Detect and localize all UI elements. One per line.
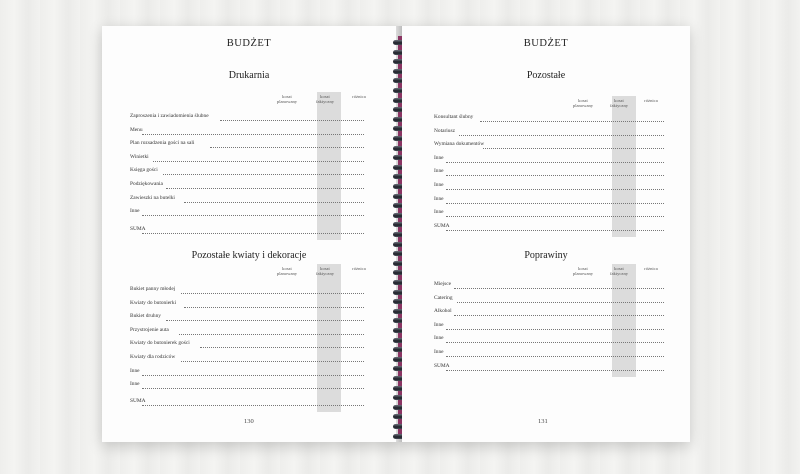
budget-row-label: Catering bbox=[434, 294, 453, 301]
fill-in-line[interactable] bbox=[142, 134, 364, 135]
budget-row-label: Kwiaty dla rodziców bbox=[130, 354, 176, 360]
page-title: BUDŻET bbox=[226, 38, 272, 49]
fill-in-line[interactable] bbox=[446, 203, 664, 204]
fill-in-line[interactable] bbox=[459, 135, 664, 136]
section-title: Pozostałe kwiaty i dekoracje bbox=[191, 250, 307, 261]
fill-in-line[interactable] bbox=[153, 161, 364, 162]
column-header: koszt faktyczny bbox=[609, 98, 629, 109]
page-title: BUDŻET bbox=[523, 38, 569, 49]
fill-in-line[interactable] bbox=[184, 307, 364, 308]
budget-row-label: Miejsce bbox=[434, 281, 452, 287]
fill-in-line[interactable] bbox=[184, 202, 364, 203]
budget-row-label: Inne bbox=[434, 182, 444, 188]
section-title: Poprawiny bbox=[524, 250, 568, 261]
budget-row-label: Bukiet panny młodej bbox=[130, 286, 176, 292]
budget-row-label: Inne bbox=[434, 349, 444, 355]
sum-row-label: SUMA bbox=[434, 223, 450, 230]
budget-row-label: Kwiaty do butonierek gości bbox=[130, 340, 190, 347]
budget-row-label: Notariusz bbox=[434, 127, 455, 134]
fill-in-line[interactable] bbox=[446, 216, 664, 217]
fill-in-line[interactable] bbox=[181, 293, 364, 294]
fill-in-line[interactable] bbox=[446, 230, 664, 231]
budget-row-label: Inne bbox=[434, 168, 444, 175]
budget-row-label: Bukiet druhny bbox=[130, 313, 161, 320]
column-header: różnica bbox=[644, 98, 658, 103]
fill-in-line[interactable] bbox=[166, 320, 364, 321]
budget-row-label: Księga gości bbox=[130, 167, 158, 174]
fill-in-line[interactable] bbox=[446, 329, 664, 330]
fill-in-line[interactable] bbox=[446, 162, 664, 163]
fill-in-line[interactable] bbox=[142, 405, 364, 406]
actual-cost-column-shade bbox=[612, 264, 636, 377]
fill-in-line[interactable] bbox=[181, 361, 364, 362]
budget-row-label: Plan rozsadzenia gości na sali bbox=[130, 140, 195, 147]
budget-row-label: Winietki bbox=[130, 153, 149, 160]
fill-in-line[interactable] bbox=[446, 342, 664, 343]
column-header: koszt faktyczny bbox=[315, 94, 335, 105]
fill-in-line[interactable] bbox=[483, 148, 664, 149]
budget-row-label: Inne bbox=[130, 367, 140, 374]
column-header: różnica bbox=[352, 94, 366, 99]
open-planner-book bbox=[102, 26, 690, 442]
fill-in-line[interactable] bbox=[210, 147, 364, 148]
left-page bbox=[102, 26, 396, 442]
budget-row-label: Zawieszki na butelki bbox=[130, 194, 175, 201]
fill-in-line[interactable] bbox=[166, 188, 364, 189]
actual-cost-column-shade bbox=[317, 92, 341, 240]
fill-in-line[interactable] bbox=[142, 375, 364, 376]
sum-row-label: SUMA bbox=[130, 226, 146, 233]
budget-row-label: Inne bbox=[434, 335, 444, 342]
fill-in-line[interactable] bbox=[446, 356, 664, 357]
fill-in-line[interactable] bbox=[454, 288, 664, 289]
section-title: Pozostałe bbox=[526, 70, 566, 81]
column-header: koszt planowany bbox=[572, 98, 594, 109]
budget-row-label: Zaproszenia i zawiadomienia ślubne bbox=[130, 113, 209, 119]
budget-row-label: Inne bbox=[434, 209, 444, 216]
fill-in-line[interactable] bbox=[200, 347, 364, 348]
sum-row-label: SUMA bbox=[130, 398, 146, 405]
section-title: Drukarnia bbox=[228, 70, 270, 81]
column-header: koszt faktyczny bbox=[315, 266, 335, 277]
budget-row-label: Inne bbox=[434, 154, 444, 161]
fill-in-line[interactable] bbox=[163, 174, 364, 175]
column-header: koszt planowany bbox=[276, 94, 298, 105]
budget-row-label: Wymiana dokumentów bbox=[434, 141, 485, 148]
fill-in-line[interactable] bbox=[142, 388, 364, 389]
actual-cost-column-shade bbox=[317, 264, 341, 412]
fill-in-line[interactable] bbox=[457, 302, 664, 303]
fill-in-line[interactable] bbox=[220, 120, 364, 121]
budget-row-label: Alkohol bbox=[434, 308, 452, 315]
fill-in-line[interactable] bbox=[446, 189, 664, 190]
budget-row-label: Kwiaty do butonierki bbox=[130, 299, 177, 306]
fill-in-line[interactable] bbox=[480, 121, 664, 122]
budget-row-label: Inne bbox=[130, 208, 140, 215]
fill-in-line[interactable] bbox=[142, 233, 364, 234]
sum-row-label: SUMA bbox=[434, 363, 450, 369]
fill-in-line[interactable] bbox=[454, 315, 664, 316]
column-header: koszt faktyczny bbox=[609, 266, 629, 277]
budget-row-label: Inne bbox=[434, 195, 444, 202]
page-number: 130 bbox=[244, 418, 254, 425]
fill-in-line[interactable] bbox=[446, 370, 664, 371]
page-number: 131 bbox=[538, 418, 548, 425]
column-header: koszt planowany bbox=[572, 266, 594, 277]
column-header: koszt planowany bbox=[276, 266, 298, 277]
budget-row-label: Inne bbox=[130, 381, 140, 388]
column-header: różnica bbox=[352, 266, 366, 271]
right-page bbox=[402, 26, 690, 442]
fill-in-line[interactable] bbox=[142, 215, 364, 216]
budget-row-label: Konsultant ślubny bbox=[434, 114, 474, 120]
fill-in-line[interactable] bbox=[446, 175, 664, 176]
column-header: różnica bbox=[644, 266, 658, 271]
fill-in-line[interactable] bbox=[179, 334, 364, 335]
budget-row-label: Menu bbox=[130, 126, 143, 133]
budget-row-label: Inne bbox=[434, 321, 444, 328]
budget-row-label: Podziękowania bbox=[130, 181, 163, 187]
budget-row-label: Przystrojenie auta bbox=[130, 326, 169, 333]
